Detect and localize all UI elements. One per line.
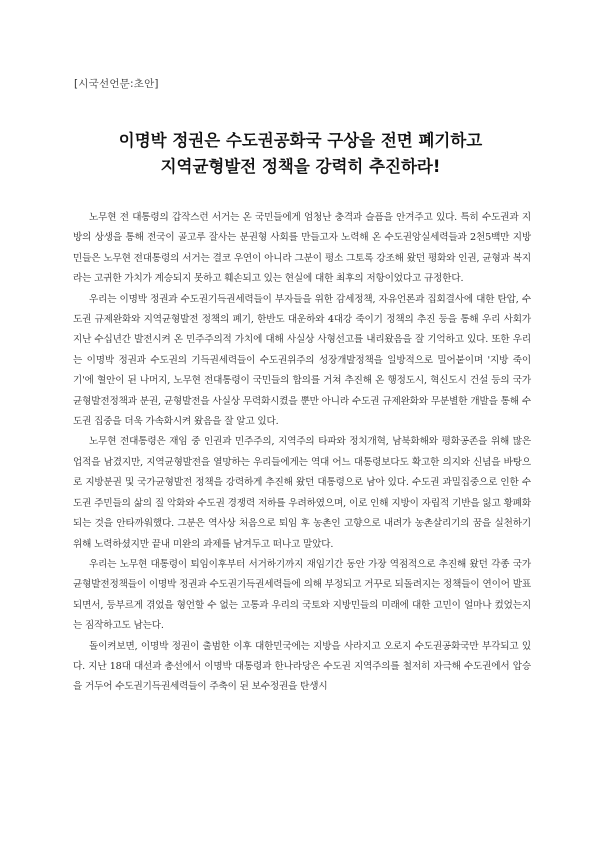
body-paragraph: 우리는 노무현 대통령이 퇴임이후부터 서거하기까지 재임기간 동안 가장 역점적으로 추진해 왔던 각종 국가균형발전정책들이 이명박 정권과 수도권기득권세력들에 의해 부정되고 거꾸로 되돌려지는 정책들이 연이어 발표되면서, 등부르게 겪었을 형언할 수 없는 고통과 우리의 국토와 지방민들의 미래에 대한 고민이 얼마나 컸었는지는 짐작하고도 남는다. xyxy=(73,558,531,632)
document-title-line-1: 이명박 정권은 수도권공화국 구상을 전면 폐기하고 xyxy=(118,131,483,150)
body-paragraph: 우리는 이명박 정권과 수도권기득권세력들이 부자들을 위한 감세정책, 자유언론과 집회결사에 대한 탄압, 수도권 규제완화와 지역균형발전 정책의 폐기, 한반도 대운하와 4대강 죽이기 정책의 추진 등을 통해 우리 사회가 지난 수십년간 발전시켜 온 민주주의적 가치에 대해 사실상 사형선고를 내리왔음을 잘 기억하고 있다. 또한 우리는 이명박 정권과 수도권의 기득권세력들이 수도권위주의 성장개발정책을 일방적으로 밀어붙이며 '지방 죽이기'에 혈안이 된 나머지, 노무현 전대통령이 국민들의 합의를 거쳐 추진해 온 행정도시, 혁신도시 건설 등의 국가균형발전정책과 분권, 균형발전을 사실상 무력화시켰을 뿐만 아니라 수도권 규제완화와 무분별한 개발을 통해 수도권 집중을 더욱 가속화시켜 왔음을 잘 알고 있다. xyxy=(73,293,531,428)
body-paragraph: 돌이켜보면, 이명박 정권이 출범한 이후 대한민국에는 지방을 사라지고 오로지 수도권공화국만 부각되고 있다. 지난 18대 대선과 총선에서 이명박 대통령과 한나라당은 수도권 지역주의를 철저히 자극해 수도권에서 압승을 거두어 수도권기득권세력들이 주축이 된 보수정권을 탄생시 xyxy=(73,640,531,693)
document-body xyxy=(73,208,531,698)
body-paragraph: 노무현 전 대통령의 갑작스런 서거는 온 국민들에게 엄청난 충격과 슬픔을 안겨주고 있다. 특히 수도권과 지방의 상생을 통해 전국이 골고루 잘사는 분권형 사회를 만들고자 노력해 온 수도권앙실세력들과 2천5백만 지방민들은 노무현 전대통령의 서거는 결코 우연이 아니라 그분이 평소 그토록 강조해 왔던 평화와 인권, 균형과 복지라는 고귀한 가치가 계승되지 못하고 훼손되고 있는 현실에 대한 최후의 저항이었다고 규정한다. xyxy=(73,212,531,285)
body-paragraph: 노무현 전대통령은 재임 중 인권과 민주주의, 지역주의 타파와 정치개혁, 남북화해와 평화공존을 위해 많은 업적을 남겼지만, 지역균형발전을 열망하는 우리들에게는 역대 어느 대통령보다도 확고한 의지와 신념을 바탕으로 지방분권 및 국가균형발전 정책을 강력하게 추진해 왔던 대통령으로 남아 있다. 수도권 과밀집중으로 인한 수도권 주민들의 삶의 질 악화와 수도권 경쟁력 저하를 우려하였으며, 이로 인해 지방이 자립적 기반을 잃고 황폐화되는 것을 안타까워했다. 그분은 역사상 처음으로 퇴임 후 농촌인 고향으로 내려가 농촌살리기의 꿈을 실천하기 위해 노력하셨지만 끝내 미완의 과제를 남겨두고 떠나고 말았다. xyxy=(73,436,531,550)
document-title-line-2: 지역균형발전 정책을 강력히 추진하라! xyxy=(160,157,441,176)
document-tag: [시국선언문:초안] xyxy=(74,78,159,90)
